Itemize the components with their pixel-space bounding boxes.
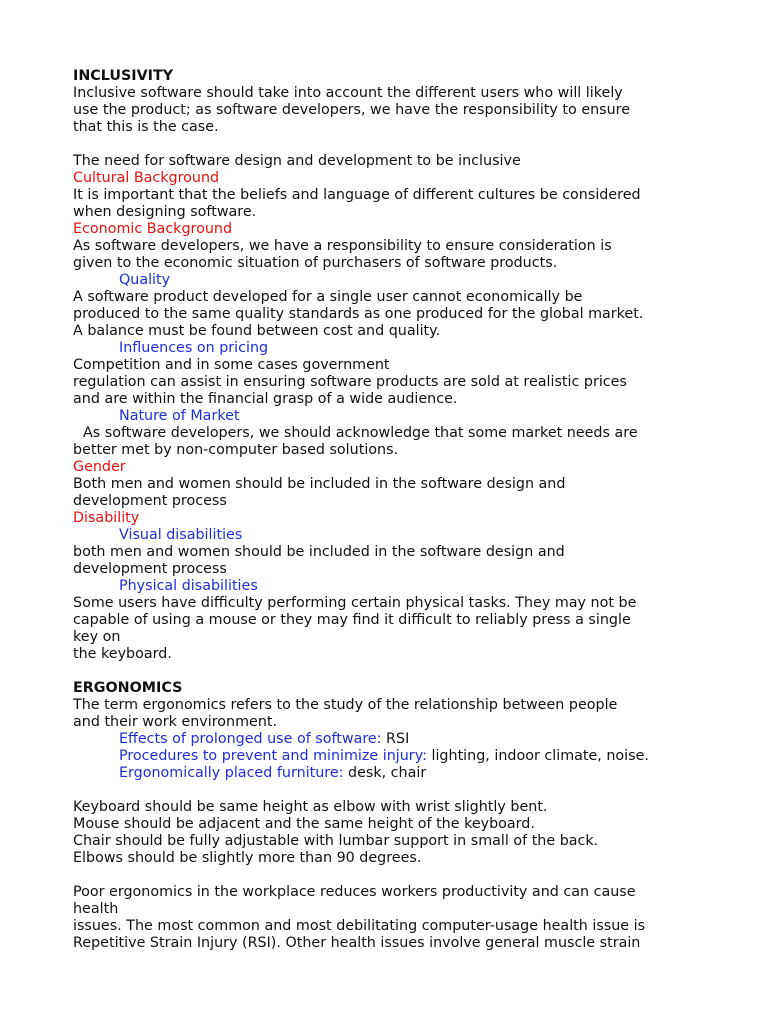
inclusivity-heading: INCLUSIVITY xyxy=(73,68,174,84)
guideline-line: Chair should be fully adjustable with lumbar support in small of the back. xyxy=(73,833,599,849)
physical-line: Some users have difficulty performing certain physical tasks. They may not be xyxy=(73,595,637,611)
ergonomics-intro-line: and their work environment. xyxy=(73,714,278,730)
inclusivity-intro-line: that this is the case. xyxy=(73,119,219,135)
cultural-line: It is important that the beliefs and language of different cultures be considered xyxy=(73,187,641,203)
closing-line: Poor ergonomics in the workplace reduces workers productivity and can cause xyxy=(73,884,636,900)
pricing-line: Competition and in some cases government xyxy=(73,357,390,373)
ergonomics-item-value: desk, chair xyxy=(343,765,427,781)
ergonomics-item xyxy=(73,748,713,765)
ergonomics-item-value: RSI xyxy=(381,731,410,747)
gender-line: development process xyxy=(73,493,227,509)
quality-line: A software product developed for a single user cannot economically be xyxy=(73,289,583,305)
market-line: better met by non-computer based solutions. xyxy=(73,442,399,458)
cultural-background-title: Cultural Background xyxy=(73,170,220,186)
inclusivity-intro-line: use the product; as software developers, we have the responsibility to ensure xyxy=(73,102,631,118)
quality-line: A balance must be found between cost and quality. xyxy=(73,323,441,339)
closing-line: health xyxy=(73,901,119,917)
spacer xyxy=(73,782,713,799)
inclusivity-intro-line: Inclusive software should take into account the different users who will likely xyxy=(73,85,623,101)
ergonomics-item xyxy=(73,765,713,782)
quality-line: produced to the same quality standards as one produced for the global market. xyxy=(73,306,644,322)
physical-line: capable of using a mouse or they may find it difficult to reliably press a single xyxy=(73,612,631,628)
ergonomics-item-label: Effects of prolonged use of software: xyxy=(119,731,382,747)
economic-line: As software developers, we have a responsibility to ensure consideration is xyxy=(73,238,612,254)
economic-background-title: Economic Background xyxy=(73,221,233,237)
market-title: Nature of Market xyxy=(119,408,240,424)
physical-line: the keyboard. xyxy=(73,646,172,662)
inclusive-need-line: The need for software design and development to be inclusive xyxy=(73,153,521,169)
ergonomics-item-value: lighting, indoor climate, noise. xyxy=(426,748,649,764)
economic-line: given to the economic situation of purchasers of software products. xyxy=(73,255,558,271)
ergonomics-item xyxy=(73,731,713,748)
gender-title: Gender xyxy=(73,459,126,475)
visual-line: both men and women should be included in the software design and xyxy=(73,544,565,560)
visual-line: development process xyxy=(73,561,227,577)
cultural-line: when designing software. xyxy=(73,204,257,220)
guideline-line: Elbows should be slightly more than 90 degrees. xyxy=(73,850,422,866)
ergonomics-item-label: Procedures to prevent and minimize injury: xyxy=(119,748,427,764)
guideline-line: Keyboard should be same height as elbow with wrist slightly bent. xyxy=(73,799,548,815)
pricing-line: and are within the financial grasp of a wide audience. xyxy=(73,391,458,407)
quality-title: Quality xyxy=(119,272,171,288)
ergonomics-item-label: Ergonomically placed furniture: xyxy=(119,765,344,781)
guideline-line: Mouse should be adjacent and the same height of the keyboard. xyxy=(73,816,535,832)
closing-line: issues. The most common and most debilitating computer-usage health issue is xyxy=(73,918,646,934)
closing-line: Repetitive Strain Injury (RSI). Other health issues involve general muscle strain xyxy=(73,935,641,951)
ergonomics-intro-line: The term ergonomics refers to the study of the relationship between people xyxy=(73,697,618,713)
pricing-title: Influences on pricing xyxy=(119,340,269,356)
ergonomics-heading: ERGONOMICS xyxy=(73,680,183,696)
gender-line: Both men and women should be included in the software design and xyxy=(73,476,566,492)
spacer xyxy=(73,663,713,680)
market-line: As software developers, we should acknowledge that some market needs are xyxy=(83,425,638,441)
disability-title: Disability xyxy=(73,510,140,526)
pricing-line: regulation can assist in ensuring software products are sold at realistic prices xyxy=(73,374,627,390)
document-body xyxy=(73,68,713,952)
visual-disabilities-title: Visual disabilities xyxy=(119,527,243,543)
spacer xyxy=(73,136,713,153)
physical-line: key on xyxy=(73,629,121,645)
spacer xyxy=(73,867,713,884)
physical-disabilities-title: Physical disabilities xyxy=(119,578,258,594)
